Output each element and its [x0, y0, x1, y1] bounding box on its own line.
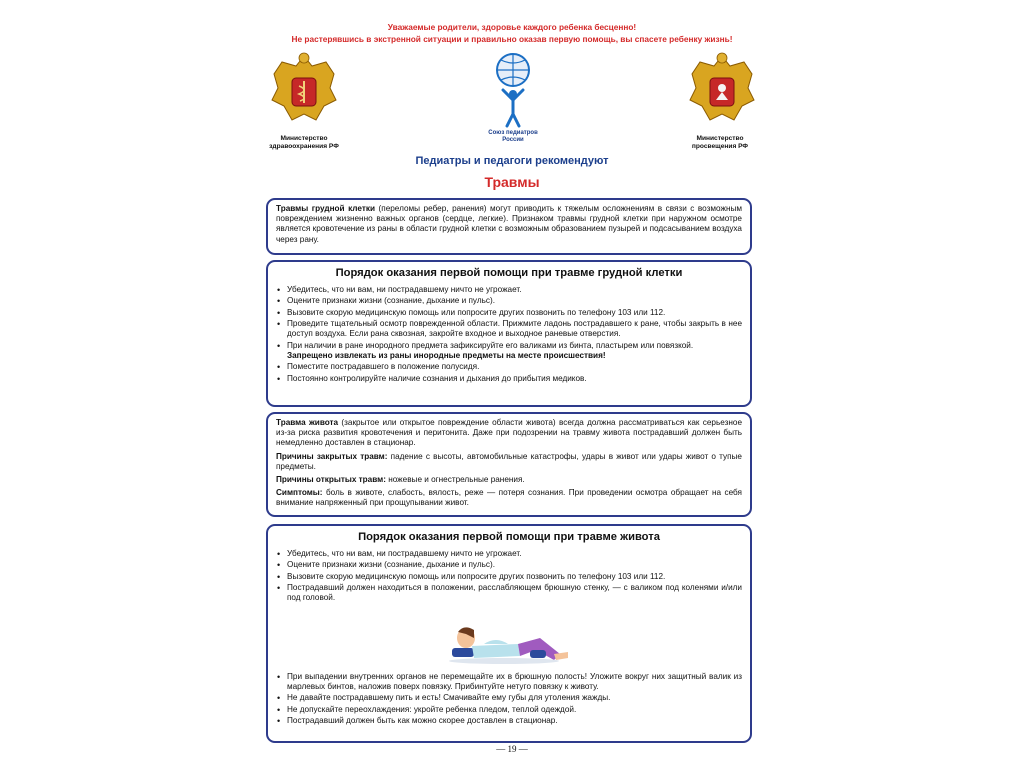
closed-causes-paragraph: [276, 452, 742, 472]
symptoms-label: Симптомы:: [276, 488, 323, 498]
section-title: Травмы: [484, 174, 540, 190]
symptoms-text: боль в животе, слабость, вялость, реже — потеря сознания. При проведении осмотра обращает на себя внимание напряженный при прощупывании живот.: [276, 488, 742, 508]
list-item: • Убедитесь, что ни вам, ни пострадавшему ничто не угрожает.: [276, 549, 742, 559]
abdomen-first-aid-box: [266, 524, 752, 743]
open-causes-label: Причины открытых травм:: [276, 475, 386, 485]
warning-text: Запрещено извлекать из раны инородные предметы на месте происшествия!: [287, 350, 606, 360]
closed-causes-label: Причины закрытых травм:: [276, 451, 388, 461]
closed-causes-text: падение с высоты, автомобильные катастрофы, удары в живот или удары живот о тупые предметы.: [276, 451, 742, 471]
list-item: [276, 341, 742, 361]
abdomen-trauma-description: (закрытое или открытое повреждение области живота) всегда должна рассматриваться как серьезное из-за риска развития кровотечения и перитонита. Даже при подозрении на травму живота пострадавший должен быть немедленно доставлен в стационар.: [276, 418, 742, 448]
list-item: • Постоянно контролируйте наличие сознания и дыхания до прибытия медиков.: [276, 374, 742, 384]
abdomen-first-aid-list: [276, 549, 742, 604]
abdomen-trauma-paragraph: [276, 418, 742, 449]
header-line-2: Не растерявшись в экстренной ситуации и правильно оказав первую помощь, вы спасете ребенку жизнь!: [291, 34, 733, 44]
chest-trauma-description: (переломы ребер, ранения) могут приводить к тяжелым осложнениям в связи с возможным повреждением жизненно важных органов (сердце, легкие). Признаком травмы грудной клетки при наружном осмотре является кровотечение из раны в области грудной клетки с возможным образованием пузырей и подсасыванием воздуха через рану.: [276, 204, 742, 244]
list-item: • Вызовите скорую медицинскую помощь или попросите других позвонить по телефону 103 или 112.: [276, 308, 742, 318]
list-item: • Вызовите скорую медицинскую помощь или попросите других позвонить по телефону 103 или 112.: [276, 572, 742, 582]
header-line-1: Уважаемые родители, здоровье каждого ребенка бесценно!: [387, 22, 637, 32]
chest-first-aid-list: [276, 285, 742, 384]
abdomen-trauma-term: Травма живота: [276, 418, 339, 427]
list-item: • Пострадавший должен находиться в положении, расслабляющем брюшную стенку, — с валиком под коленями и/или под головой.: [276, 583, 742, 603]
ministry-health-emblem-icon: [264, 48, 344, 128]
document-page: [262, 18, 762, 760]
chest-trauma-intro: [266, 198, 752, 255]
list-item: • Не давайте пострадавшему пить и есть! Смачивайте ему губы для утоления жажды.: [276, 693, 742, 703]
pediatric-union-logo-icon: [487, 50, 539, 130]
foreign-object-text: При наличии в ране инородного предмета зафиксируйте его валиками из бинта, пластырем или повязкой.: [287, 340, 694, 350]
list-item: • Проведите тщательный осмотр поврежденной области. Прижмите ладонь пострадавшего к ране, чтобы закрыть в нее доступ воздуха. Если рана сквозная, закройте входное и выходное раневые отверстия.: [276, 319, 742, 339]
list-item: • Не допускайте переохлаждения: укройте ребенка пледом, теплой одеждой.: [276, 705, 742, 715]
open-causes-text: ножевые и огнестрельные ранения.: [385, 475, 525, 485]
pediatric-union-caption: Союз педиатров России: [488, 130, 538, 143]
list-item: • Убедитесь, что ни вам, ни пострадавшему ничто не угрожает.: [276, 285, 742, 295]
recommend-heading: Педиатры и педагоги рекомендуют: [415, 155, 609, 167]
chest-first-aid-title: Порядок оказания первой помощи при травме грудной клетки: [335, 267, 683, 279]
ministry-health-caption: Министерство здравоохранения РФ: [269, 135, 339, 150]
chest-trauma-term: Травмы грудной клетки: [276, 204, 375, 213]
ministry-education-caption: Министерство просвещения РФ: [691, 135, 749, 150]
page-number: — 19 —: [496, 744, 528, 754]
list-item: • При выпадении внутренних органов не перемещайте их в брюшную полость! Уложите вокруг них защитный валик из марлевых бинтов, наложив поверх повязку. Прибинтуйте нетугo повязку к животу.: [276, 672, 742, 692]
list-item: • Оцените признаки жизни (сознание, дыхание и пульс).: [276, 560, 742, 570]
patient-lying-illustration-icon: [444, 614, 574, 666]
ministry-education-emblem-icon: [682, 48, 762, 128]
symptoms-paragraph: [276, 488, 742, 508]
list-item: • Поместите пострадавшего в положение полусидя.: [276, 362, 742, 372]
abdomen-first-aid-title: Порядок оказания первой помощи при травме живота: [358, 531, 660, 543]
list-item: • Оцените признаки жизни (сознание, дыхание и пульс).: [276, 296, 742, 306]
abdomen-trauma-intro: [266, 412, 752, 517]
abdomen-first-aid-list-continued: [276, 672, 742, 727]
open-causes-paragraph: [276, 475, 742, 485]
chest-first-aid-box: [266, 260, 752, 407]
list-item: • Пострадавший должен быть как можно скорее доставлен в стационар.: [276, 716, 742, 726]
